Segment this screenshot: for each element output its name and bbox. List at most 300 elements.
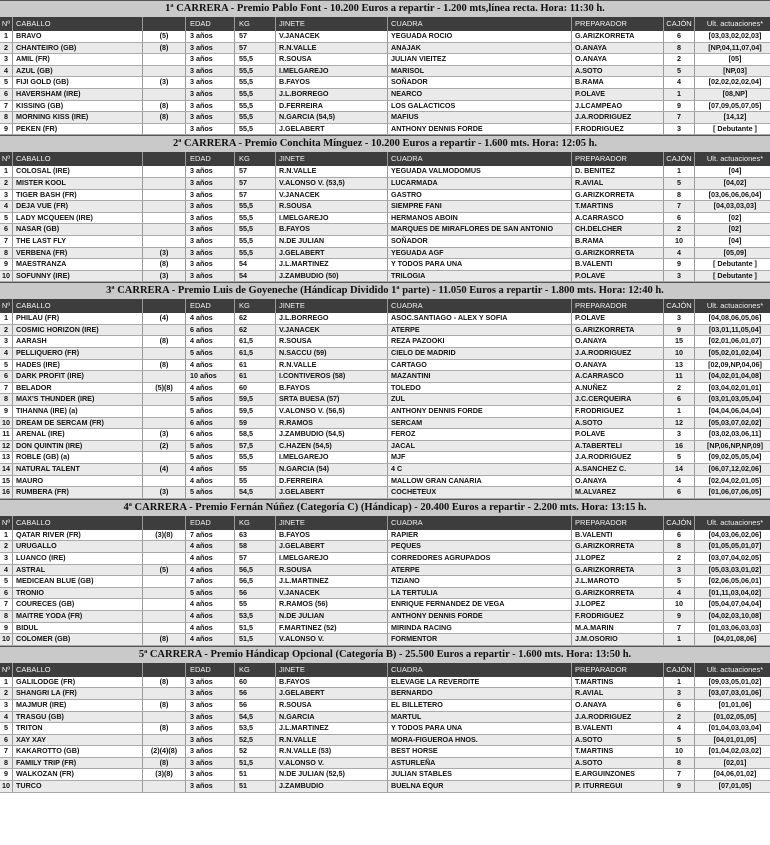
blinkers-note: (4) <box>143 464 186 475</box>
horse-name: MISTER KOOL <box>13 178 143 189</box>
jockey: J.L.MARTINEZ <box>276 259 388 270</box>
blinkers-note <box>143 201 186 212</box>
owner: TIZIANO <box>388 576 572 587</box>
horse-name: TRASGU (GB) <box>13 712 143 723</box>
recent-form: [08,NP] <box>722 88 748 98</box>
header-horse-name: CABALLO <box>13 299 143 313</box>
blinkers-note: (5)(8) <box>143 383 186 394</box>
recent-form: [04,01,01,05] <box>713 734 757 744</box>
weight-kg: 56 <box>235 700 276 711</box>
owner: ATERPE <box>388 325 572 336</box>
horse-age: 7 años <box>186 530 235 541</box>
blinkers-note <box>143 213 186 224</box>
horse-name: COSMIC HORIZON (IRE) <box>13 325 143 336</box>
table-row <box>0 530 770 542</box>
header-owner: CUADRA <box>388 17 572 31</box>
header-weight-kg: KG <box>235 152 276 166</box>
weight-kg: 60 <box>235 383 276 394</box>
stall: 1 <box>664 677 695 688</box>
header-weight-kg: KG <box>235 516 276 530</box>
blinkers-note <box>143 371 186 382</box>
blinkers-note: (8) <box>143 700 186 711</box>
horse-number: 4 <box>0 348 13 359</box>
owner: Y TODOS PARA UNA <box>388 723 572 734</box>
horse-number: 5 <box>0 576 13 587</box>
stall: 4 <box>664 248 695 259</box>
stall: 6 <box>664 530 695 541</box>
blinkers-note: (3)(8) <box>143 769 186 780</box>
stall: 3 <box>664 313 695 324</box>
table-row <box>0 418 770 430</box>
horse-age: 3 años <box>186 746 235 757</box>
jockey: B.FAYOS <box>276 77 388 88</box>
table-row <box>0 336 770 348</box>
trainer: J.A.RODRIGUEZ <box>572 348 664 359</box>
table-row <box>0 371 770 383</box>
blinkers-note: (8) <box>143 360 186 371</box>
weight-kg: 55,5 <box>235 66 276 77</box>
jockey: N.DE JULIAN <box>276 611 388 622</box>
jockey: J.ZAMBUDIO (54,5) <box>276 429 388 440</box>
header-horse-age: EDAD <box>186 663 235 677</box>
horse-number: 9 <box>0 406 13 417</box>
stall: 1 <box>664 406 695 417</box>
race-section <box>0 282 770 499</box>
trainer: O.ANAYA <box>572 54 664 65</box>
blinkers-note: (8) <box>143 112 186 123</box>
table-row <box>0 101 770 113</box>
weight-kg: 54 <box>235 259 276 270</box>
owner: MAZANTINI <box>388 371 572 382</box>
stall: 9 <box>664 101 695 112</box>
jockey: C.HAZEN (54,5) <box>276 441 388 452</box>
horse-number: 6 <box>0 735 13 746</box>
horse-number: 2 <box>0 178 13 189</box>
stall: 9 <box>664 325 695 336</box>
header-trainer: PREPARADOR <box>572 17 664 31</box>
horse-number: 2 <box>0 43 13 54</box>
horse-age: 3 años <box>186 723 235 734</box>
jockey: V.JANACEK <box>276 325 388 336</box>
horse-number: 1 <box>0 530 13 541</box>
table-row <box>0 746 770 758</box>
horse-age: 3 años <box>186 31 235 42</box>
table-row <box>0 541 770 553</box>
recent-form: [04,03,03,03] <box>713 201 757 211</box>
stall: 6 <box>664 213 695 224</box>
jockey: I.MELGAREJO <box>276 553 388 564</box>
horse-name: QATAR RIVER (FR) <box>13 530 143 541</box>
race-entries <box>0 166 770 282</box>
blinkers-note <box>143 66 186 77</box>
horse-name: HADES (IRE) <box>13 360 143 371</box>
horse-number: 3 <box>0 190 13 201</box>
blinkers-note <box>143 688 186 699</box>
table-row <box>0 769 770 781</box>
table-row <box>0 553 770 565</box>
header-owner: CUADRA <box>388 299 572 313</box>
recent-form: [09,03,05,01,02] <box>708 676 762 686</box>
horse-age: 3 años <box>186 124 235 135</box>
stall: 10 <box>664 746 695 757</box>
blinkers-note: (8) <box>143 677 186 688</box>
weight-kg: 51,5 <box>235 623 276 634</box>
horse-name: ASTRAL <box>13 565 143 576</box>
recent-form: [03,02,03,06,11] <box>708 429 762 439</box>
owner: BERNARDO <box>388 688 572 699</box>
horse-name: AZUL (GB) <box>13 66 143 77</box>
table-row <box>0 723 770 735</box>
race-entries <box>0 677 770 793</box>
horse-age: 6 años <box>186 429 235 440</box>
blinkers-note: (3) <box>143 487 186 498</box>
recent-form: [04,02] <box>723 177 747 187</box>
horse-number: 11 <box>0 429 13 440</box>
trainer: A.SOTO <box>572 66 664 77</box>
header-horse-age: EDAD <box>186 516 235 530</box>
owner: COCHETEUX <box>388 487 572 498</box>
trainer: A.SOTO <box>572 418 664 429</box>
horse-number: 4 <box>0 565 13 576</box>
trainer: G.ARIZKORRETA <box>572 325 664 336</box>
table-row <box>0 348 770 360</box>
trainer: O.ANAYA <box>572 476 664 487</box>
weight-kg: 59 <box>235 418 276 429</box>
jockey: N.DE JULIAN (52,5) <box>276 769 388 780</box>
table-row <box>0 476 770 488</box>
weight-kg: 62 <box>235 325 276 336</box>
weight-kg: 56 <box>235 688 276 699</box>
header-recent-form: Ult. actuaciones* <box>706 301 764 311</box>
owner: CORREDORES AGRUPADOS <box>388 553 572 564</box>
blinkers-note <box>143 588 186 599</box>
horse-age: 5 años <box>186 406 235 417</box>
horse-name: MEDICEAN BLUE (GB) <box>13 576 143 587</box>
jockey: V.ALONSO V. (53,5) <box>276 178 388 189</box>
horse-number: 7 <box>0 383 13 394</box>
owner: EL BILLETERO <box>388 700 572 711</box>
owner: YEGUADA VALMODOMUS <box>388 166 572 177</box>
weight-kg: 55,5 <box>235 77 276 88</box>
weight-kg: 55 <box>235 599 276 610</box>
jockey: R.N.VALLE <box>276 43 388 54</box>
table-row <box>0 688 770 700</box>
trainer: M.ALVAREZ <box>572 487 664 498</box>
weight-kg: 61,5 <box>235 348 276 359</box>
jockey: J.GELABERT <box>276 541 388 552</box>
recent-form: [01,06,07,06,05] <box>708 487 762 497</box>
stall: 6 <box>664 487 695 498</box>
owner: FEROZ <box>388 429 572 440</box>
blinkers-note: (8) <box>143 723 186 734</box>
owner: LA TERTULIA <box>388 588 572 599</box>
horse-age: 3 años <box>186 271 235 282</box>
trainer: P. ITURREGUI <box>572 781 664 792</box>
blinkers-note: (8) <box>143 758 186 769</box>
horse-number: 1 <box>0 313 13 324</box>
table-row <box>0 623 770 635</box>
trainer: G.ARIZKORRETA <box>572 248 664 259</box>
owner: ZUL <box>388 394 572 405</box>
recent-form: [04,03,06,02,06] <box>708 529 762 539</box>
weight-kg: 53,5 <box>235 723 276 734</box>
weight-kg: 55,5 <box>235 54 276 65</box>
column-header-row <box>0 299 770 313</box>
weight-kg: 55,5 <box>235 124 276 135</box>
horse-name: CHANTEIRO (GB) <box>13 43 143 54</box>
weight-kg: 51,5 <box>235 634 276 645</box>
header-jockey: JINETE <box>276 516 388 530</box>
trainer: B.VALENTI <box>572 723 664 734</box>
recent-form: [02,09,NP,04,06] <box>708 359 762 369</box>
horse-number: 10 <box>0 271 13 282</box>
horse-number: 8 <box>0 758 13 769</box>
horse-name: MAESTRANZA <box>13 259 143 270</box>
horse-number: 9 <box>0 769 13 780</box>
table-row <box>0 31 770 43</box>
horse-number: 15 <box>0 476 13 487</box>
blinkers-note: (4) <box>143 313 186 324</box>
trainer: A.SOTO <box>572 735 664 746</box>
weight-kg: 54 <box>235 271 276 282</box>
blinkers-note <box>143 781 186 792</box>
weight-kg: 53,5 <box>235 611 276 622</box>
jockey: I.CONTIVEROS (58) <box>276 371 388 382</box>
blinkers-note <box>143 178 186 189</box>
trainer: B.VALENTI <box>572 530 664 541</box>
horse-name: MAITRE YODA (FR) <box>13 611 143 622</box>
header-weight-kg: KG <box>235 299 276 313</box>
jockey: N.GARCIA (54) <box>276 464 388 475</box>
weight-kg: 54,5 <box>235 712 276 723</box>
weight-kg: 59,5 <box>235 406 276 417</box>
horse-age: 3 años <box>186 43 235 54</box>
weight-kg: 51,5 <box>235 758 276 769</box>
horse-name: BRAVO <box>13 31 143 42</box>
blinkers-note: (3) <box>143 248 186 259</box>
recent-form: [05,03,07,02,02] <box>708 417 762 427</box>
recent-form: [09,02,05,05,04] <box>708 452 762 462</box>
blinkers-note <box>143 236 186 247</box>
horse-age: 4 años <box>186 634 235 645</box>
blinkers-note <box>143 452 186 463</box>
horse-number: 1 <box>0 166 13 177</box>
jockey: J.ZAMBUDIO (50) <box>276 271 388 282</box>
weight-kg: 55 <box>235 464 276 475</box>
race-entries <box>0 31 770 135</box>
horse-number: 3 <box>0 700 13 711</box>
header-trainer: PREPARADOR <box>572 516 664 530</box>
weight-kg: 57 <box>235 178 276 189</box>
horse-name: DARK PROFIT (IRE) <box>13 371 143 382</box>
horse-name: MAJMUR (IRE) <box>13 700 143 711</box>
jockey: N.GARCIA (54,5) <box>276 112 388 123</box>
header-blinkers-note <box>143 516 186 530</box>
trainer: J.M.OSORIO <box>572 634 664 645</box>
owner: JULIAN STABLES <box>388 769 572 780</box>
horse-name: PHILAU (FR) <box>13 313 143 324</box>
table-row <box>0 178 770 190</box>
table-row <box>0 259 770 271</box>
table-row <box>0 124 770 136</box>
stall: 8 <box>664 758 695 769</box>
recent-form: [05,04,07,04,04] <box>708 599 762 609</box>
horse-name: COLOSAL (IRE) <box>13 166 143 177</box>
blinkers-note: (3) <box>143 429 186 440</box>
horse-age: 5 años <box>186 588 235 599</box>
horse-age: 7 años <box>186 576 235 587</box>
horse-name: VERBENA (FR) <box>13 248 143 259</box>
stall: 3 <box>664 271 695 282</box>
stall: 5 <box>664 576 695 587</box>
weight-kg: 55,5 <box>235 213 276 224</box>
stall: 7 <box>664 769 695 780</box>
owner: MORA-FIGUEROA HNOS. <box>388 735 572 746</box>
owner: MARISOL <box>388 66 572 77</box>
jockey: R.SOUSA <box>276 336 388 347</box>
recent-form: [ Debutante ] <box>713 270 757 280</box>
blinkers-note: (5) <box>143 565 186 576</box>
trainer: F.RODRIGUEZ <box>572 124 664 135</box>
horse-age: 3 años <box>186 248 235 259</box>
horse-age: 3 años <box>186 190 235 201</box>
horse-name: THE LAST FLY <box>13 236 143 247</box>
horse-number: 3 <box>0 553 13 564</box>
trainer: G.ARIZKORRETA <box>572 190 664 201</box>
recent-form: [01,03,06,03,03] <box>708 622 762 632</box>
recent-form: [05] <box>728 54 742 64</box>
header-blinkers-note <box>143 299 186 313</box>
stall: 12 <box>664 418 695 429</box>
horse-number: 5 <box>0 77 13 88</box>
recent-form: [07,01,05] <box>718 781 752 791</box>
horse-name: NASAR (GB) <box>13 224 143 235</box>
owner: HERMANOS ABOIN <box>388 213 572 224</box>
horse-number: 4 <box>0 712 13 723</box>
stall: 9 <box>664 611 695 622</box>
trainer: A.TABERTELI <box>572 441 664 452</box>
header-weight-kg: KG <box>235 663 276 677</box>
recent-form: [03,01,11,05,04] <box>708 324 762 334</box>
trainer: F.RODRIGUEZ <box>572 611 664 622</box>
header-jockey: JINETE <box>276 152 388 166</box>
recent-form: [04,01,08,06] <box>713 634 757 644</box>
recent-form: [05,02,01,02,04] <box>708 348 762 358</box>
weight-kg: 56 <box>235 588 276 599</box>
jockey: B.FAYOS <box>276 224 388 235</box>
horse-name: BIDUL <box>13 623 143 634</box>
owner: SOÑADOR <box>388 236 572 247</box>
horse-number: 7 <box>0 746 13 757</box>
horse-number: 7 <box>0 599 13 610</box>
stall: 9 <box>664 781 695 792</box>
race-section <box>0 0 770 135</box>
stall: 2 <box>664 553 695 564</box>
recent-form: [04,02,01,04,08] <box>708 371 762 381</box>
weight-kg: 56,5 <box>235 576 276 587</box>
weight-kg: 61,5 <box>235 336 276 347</box>
horse-name: SOFUNNY (IRE) <box>13 271 143 282</box>
horse-name: LUANCO (IRE) <box>13 553 143 564</box>
stall: 15 <box>664 336 695 347</box>
trainer: A.CARRASCO <box>572 371 664 382</box>
stall: 3 <box>664 688 695 699</box>
horse-number: 10 <box>0 418 13 429</box>
owner: TOLEDO <box>388 383 572 394</box>
trainer: A.SOTO <box>572 758 664 769</box>
horse-number: 2 <box>0 541 13 552</box>
table-row <box>0 66 770 78</box>
horse-age: 5 años <box>186 441 235 452</box>
trainer: R.AVIAL <box>572 688 664 699</box>
recent-form: [01,04,03,03,04] <box>708 723 762 733</box>
stall: 4 <box>664 588 695 599</box>
horse-number: 8 <box>0 394 13 405</box>
horse-number: 6 <box>0 588 13 599</box>
weight-kg: 51 <box>235 781 276 792</box>
jockey: D.FERREIRA <box>276 101 388 112</box>
horse-number: 7 <box>0 101 13 112</box>
header-jockey: JINETE <box>276 663 388 677</box>
recent-form: [02,01] <box>723 757 747 767</box>
header-blinkers-note <box>143 663 186 677</box>
owner: LOS GALACTICOS <box>388 101 572 112</box>
horse-name: BELADOR <box>13 383 143 394</box>
owner: ELEVAGE LA REVERDITE <box>388 677 572 688</box>
trainer: O.ANAYA <box>572 700 664 711</box>
blinkers-note <box>143 576 186 587</box>
header-stall: CAJÓN <box>664 663 695 677</box>
horse-number: 9 <box>0 124 13 135</box>
blinkers-note <box>143 224 186 235</box>
jockey: R.RAMOS (56) <box>276 599 388 610</box>
recent-form: [02,04,02,01,05] <box>708 475 762 485</box>
stall: 2 <box>664 54 695 65</box>
horse-number: 2 <box>0 325 13 336</box>
trainer: J.A.RODRIGUEZ <box>572 112 664 123</box>
horse-number: 12 <box>0 441 13 452</box>
table-row <box>0 781 770 793</box>
table-row <box>0 166 770 178</box>
horse-age: 4 años <box>186 360 235 371</box>
owner: YEGUADA ROCIO <box>388 31 572 42</box>
owner: ANTHONY DENNIS FORDE <box>388 124 572 135</box>
header-stall: CAJÓN <box>664 299 695 313</box>
recent-form: [04] <box>728 166 742 176</box>
horse-name: FAMILY TRIP (FR) <box>13 758 143 769</box>
table-row <box>0 576 770 588</box>
race-title: 4ª CARRERA - Premio Fernán Núñez (Categoría C) (Hándicap) - 20.400 Euros a repartir - 2.200 mts. Hora: 13:15 h. <box>0 499 770 516</box>
table-row <box>0 735 770 747</box>
blinkers-note <box>143 166 186 177</box>
weight-kg: 55,5 <box>235 452 276 463</box>
horse-age: 3 años <box>186 781 235 792</box>
weight-kg: 55,5 <box>235 236 276 247</box>
header-owner: CUADRA <box>388 516 572 530</box>
header-trainer: PREPARADOR <box>572 663 664 677</box>
trainer: F.RODRIGUEZ <box>572 406 664 417</box>
table-row <box>0 599 770 611</box>
horse-age: 4 años <box>186 623 235 634</box>
race-title: 2ª CARRERA - Premio Conchita Mínguez - 10.200 Euros a repartir - 1.600 mts. Hora: 12:05 h. <box>0 135 770 152</box>
owner: NEARCO <box>388 89 572 100</box>
horse-age: 3 años <box>186 236 235 247</box>
horse-name: ROBLE (GB) (a) <box>13 452 143 463</box>
trainer: J.C.CERQUEIRA <box>572 394 664 405</box>
recent-form: [ Debutante ] <box>713 259 757 269</box>
trainer: J.LOPEZ <box>572 553 664 564</box>
table-row <box>0 464 770 476</box>
